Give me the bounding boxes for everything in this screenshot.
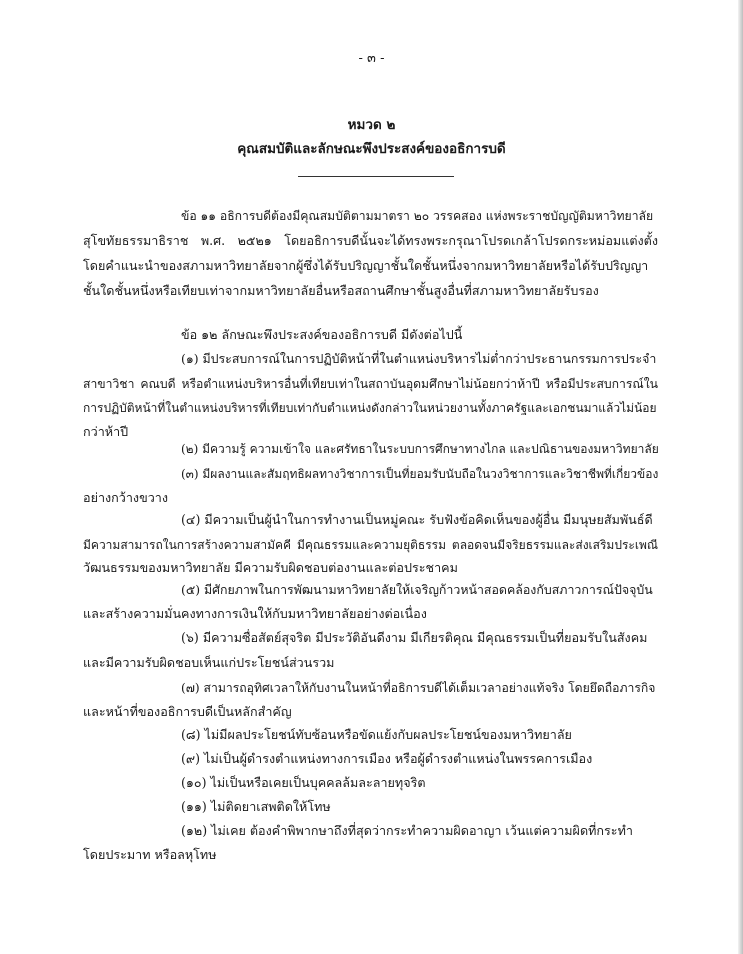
- item-7-line-2: และหน้าที่ของอธิการบดีเป็นหลักสำคัญ: [83, 704, 292, 719]
- item-1-line-1: (๑) มีประสบการณ์ในการปฏิบัติหน้าที่ในตำแหน่งบริหารไม่ต่ำกว่าประธานกรรมการประจำ: [181, 351, 657, 366]
- item-11: (๑๑) ไม่ติดยาเสพติดให้โทษ: [181, 799, 331, 814]
- article-11-line-2: สุโขทัยธรรมาธิราช พ.ศ. ๒๕๒๑ โดยอธิการบดีนั้นจะได้ทรงพระกรุณาโปรดเกล้าโปรดกระหม่อมแต่งตั้ง: [83, 233, 658, 248]
- item-6-line-1: (๖) มีความซื่อสัตย์สุจริต มีประวัติอันดีงาม มีเกียรติคุณ มีคุณธรรมเป็นที่ยอมรับในสังคม: [181, 630, 648, 645]
- item-5-line-2: และสร้างความมั่นคงทางการเงินให้กับมหาวิทยาลัยอย่างต่อเนื่อง: [83, 606, 427, 621]
- article-12-heading: ข้อ ๑๒ ลักษณะพึงประสงค์ของอธิการบดี มีดังต่อไปนี้: [181, 327, 463, 342]
- item-1-line-2: สาขาวิชา คณบดี หรือตำแหน่งบริหารอื่นที่เทียบเท่าในสถาบันอุดมศึกษาไม่น้อยกว่าห้าปี หรือมีประสบการณ์ใน: [83, 377, 658, 391]
- chapter-heading: หมวด ๒: [347, 117, 396, 133]
- item-1-line-4: กว่าห้าปี: [83, 424, 129, 439]
- item-8: (๘) ไม่มีผลประโยชน์ทับซ้อนหรือขัดแย้งกับผลประโยชน์ของมหาวิทยาลัย: [181, 727, 572, 742]
- article-11-line-4: ชั้นใดชั้นหนึ่งหรือเทียบเท่าจากมหาวิทยาลัยอื่นหรือสถานศึกษาชั้นสูงอื่นที่สภามหาวิทยาลัยรับรอง: [83, 283, 599, 298]
- article-11-line-3: โดยคำแนะนำของสภามหาวิทยาลัยจากผู้ซึ่งได้รับปริญญาชั้นใดชั้นหนึ่งจากมหาวิทยาลัยหรือได้รับปริญญา: [83, 258, 649, 273]
- item-3-line-2: อย่างกว้างขวาง: [83, 490, 168, 505]
- item-3-line-1: (๓) มีผลงานและสัมฤทธิผลทางวิชาการเป็นที่ยอมรับนับถือในวงวิชาการและวิชาชีพที่เกี่ยวข้อง: [181, 467, 659, 481]
- item-4-line-2: มีความสามารถในการสร้างความสามัคคี มีคุณธรรมและความยุติธรรม ตลอดจนมีจริยธรรมและส่งเสริมประเพณี: [83, 538, 658, 552]
- item-7-line-1: (๗) สามารถอุทิศเวลาให้กับงานในหน้าที่อธิการบดีได้เต็มเวลาอย่างแท้จริง โดยยึดถือภารกิจ: [181, 681, 656, 695]
- item-5-line-1: (๕) มีศักยภาพในการพัฒนามหาวิทยาลัยให้เจริญก้าวหน้าสอดคล้องกับสภาวการณ์ปัจจุบัน: [181, 582, 653, 597]
- title-underline: [298, 176, 454, 177]
- item-4-line-1: (๔) มีความเป็นผู้นำในการทำงานเป็นหมู่คณะ รับฟังข้อคิดเห็นของผู้อื่น มีมนุษยสัมพันธ์ดี: [181, 512, 653, 527]
- item-6-line-2: และมีความรับผิดชอบเห็นแก่ประโยชน์ส่วนรวม: [83, 655, 335, 670]
- item-10: (๑๐) ไม่เป็นหรือเคยเป็นบุคคลล้มละลายทุจริต: [181, 775, 426, 790]
- item-1-line-3: การปฏิบัติหน้าที่ในตำแหน่งบริหารที่เทียบเท่ากับตำแหน่งดังกล่าวในหน่วยงานทั้งภาครัฐและเอกชนมาแล้วไม่น้อย: [83, 401, 657, 415]
- chapter-title: คุณสมบัติและลักษณะพึงประสงค์ของอธิการบดี: [237, 141, 506, 157]
- item-12-line-2: โดยประมาท หรือลหุโทษ: [83, 847, 217, 862]
- page-number: - ๓ -: [358, 51, 385, 66]
- item-9: (๙) ไม่เป็นผู้ดำรงตำแหน่งทางการเมือง หรือผู้ดำรงตำแหน่งในพรรคการเมือง: [181, 751, 593, 766]
- item-4-line-3: วัฒนธรรมของมหาวิทยาลัย มีความรับผิดชอบต่องานและต่อประชาคม: [83, 560, 458, 575]
- article-11-line-1: ข้อ ๑๑ อธิการบดีต้องมีคุณสมบัติตามมาตรา ๒๐ วรรคสอง แห่งพระราชบัญญัติมหาวิทยาลัย: [181, 209, 654, 223]
- item-12-line-1: (๑๒) ไม่เคย ต้องคำพิพากษาถึงที่สุดว่ากระทำความผิดอาญา เว้นแต่ความผิดที่กระทำ: [181, 823, 633, 838]
- item-2: (๒) มีความรู้ ความเข้าใจ และศรัทธาในระบบการศึกษาทางไกล และปณิธานของมหาวิทยาลัย: [181, 442, 659, 456]
